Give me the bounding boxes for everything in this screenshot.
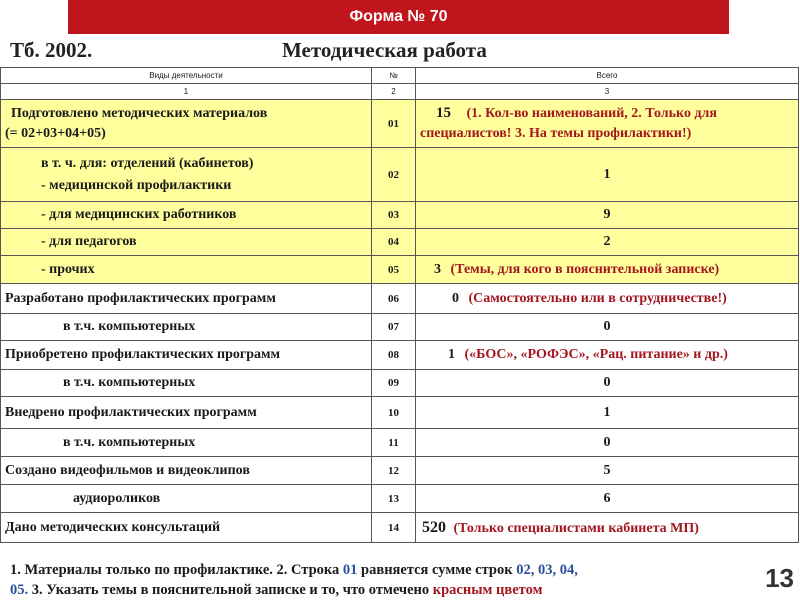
column-header-total: Всего [416, 68, 799, 84]
table-row [1, 513, 799, 543]
table-row [1, 457, 799, 485]
page-number: 13 [765, 563, 794, 593]
row-label: Приобретено профилактических программ [1, 341, 372, 370]
row-note: (Темы, для кого в пояснительной записке) [450, 261, 720, 277]
row-code: 01 [372, 100, 416, 148]
column-header-activity: Виды деятельности [1, 68, 372, 84]
table-row [1, 397, 799, 429]
row-value: 2 [416, 229, 799, 256]
table-row [1, 485, 799, 513]
row-value: 6 [416, 485, 799, 513]
footnote-part3: 3. Указать темы в пояснительной записке и то, что отмечено [28, 582, 433, 598]
footnote-part1: 1. Материалы только по профилактике. 2. Строка [10, 562, 343, 578]
row-note: (Самостоятельно или в сотрудничестве!) [468, 290, 727, 306]
table-row [1, 229, 799, 256]
table-row [1, 100, 799, 148]
row-value: 1 [448, 347, 455, 362]
row-value: 9 [416, 202, 799, 229]
row-code: 02 [372, 148, 416, 202]
row-label: в т.ч. компьютерных [1, 370, 372, 397]
row-label [1, 148, 372, 202]
column-number-3: 3 [416, 84, 799, 100]
table-row [1, 314, 799, 341]
row-code: 05 [372, 256, 416, 284]
column-header-number: № [372, 68, 416, 84]
row-total [416, 341, 799, 370]
row-total [416, 513, 799, 543]
footnote-rows: 02, 03, 04, [516, 562, 578, 578]
row-label: аудиороликов [1, 485, 372, 513]
footnote-row-01: 01 [342, 562, 358, 578]
row-value: 0 [452, 290, 459, 306]
row-label-line1: Подготовлено методических материалов [11, 105, 268, 121]
row-value: 0 [416, 370, 799, 397]
row-label [1, 100, 372, 148]
table-row [1, 370, 799, 397]
row-label: Создано видеофильмов и видеоклипов [1, 457, 372, 485]
row-value: 3 [434, 261, 441, 277]
row-label: - прочих [1, 256, 372, 284]
header-row [1, 68, 799, 84]
column-number-1: 1 [1, 84, 372, 100]
footnote-red-text: красным цветом [432, 582, 543, 598]
footnote-part2: равняется сумме строк [357, 562, 517, 578]
row-total [416, 256, 799, 284]
row-code: 13 [372, 485, 416, 513]
footnote [10, 560, 800, 600]
row-code: 06 [372, 284, 416, 314]
row-value: 5 [416, 457, 799, 485]
footnote-row-05: 05. [10, 582, 29, 598]
table-code: Тб. 2002. [10, 38, 93, 62]
row-code: 11 [372, 429, 416, 457]
row-note: («БОС», «РОФЭС», «Рац. питание» и др.) [464, 347, 728, 362]
page-title: Методическая работа [282, 38, 487, 62]
table-row [1, 341, 799, 370]
row-code: 03 [372, 202, 416, 229]
row-code: 10 [372, 397, 416, 429]
row-label: - для педагогов [1, 229, 372, 256]
row-code: 14 [372, 513, 416, 543]
column-numbers-row [1, 84, 799, 100]
row-code: 12 [372, 457, 416, 485]
table-row [1, 202, 799, 229]
row-code: 09 [372, 370, 416, 397]
column-number-2: 2 [372, 84, 416, 100]
row-value: 0 [416, 314, 799, 341]
row-label: в т.ч. компьютерных [1, 429, 372, 457]
row-note: (Только специалистами кабинета МП) [453, 520, 699, 536]
table-row [1, 148, 799, 202]
row-value: 0 [416, 429, 799, 457]
row-value: 1 [416, 397, 799, 429]
row-value: 1 [416, 148, 799, 202]
row-label-line1: в т. ч. для: отделений (кабинетов) [41, 155, 254, 171]
table-row [1, 429, 799, 457]
row-label: Дано методических консультаций [1, 513, 372, 543]
table-row [1, 284, 799, 314]
row-label-line2: - медицинской профилактики [41, 177, 232, 193]
row-label: Внедрено профилактических программ [1, 397, 372, 429]
row-code: 04 [372, 229, 416, 256]
row-code: 07 [372, 314, 416, 341]
row-value: 15 [436, 105, 451, 121]
row-total [416, 100, 799, 148]
row-total [416, 284, 799, 314]
row-code: 08 [372, 341, 416, 370]
row-label-line2: (= 02+03+04+05) [5, 125, 106, 141]
form-banner: Форма № 70 [68, 0, 729, 34]
report-table [0, 67, 799, 543]
row-label: Разработано профилактических программ [1, 284, 372, 314]
table-row [1, 256, 799, 284]
row-label: - для медицинских работников [1, 202, 372, 229]
row-note: (1. Кол-во наименований, 2. Только для специалистов! 3. На темы профилактики!) [420, 106, 717, 141]
row-label: в т.ч. компьютерных [1, 314, 372, 341]
row-value: 520 [422, 518, 446, 536]
